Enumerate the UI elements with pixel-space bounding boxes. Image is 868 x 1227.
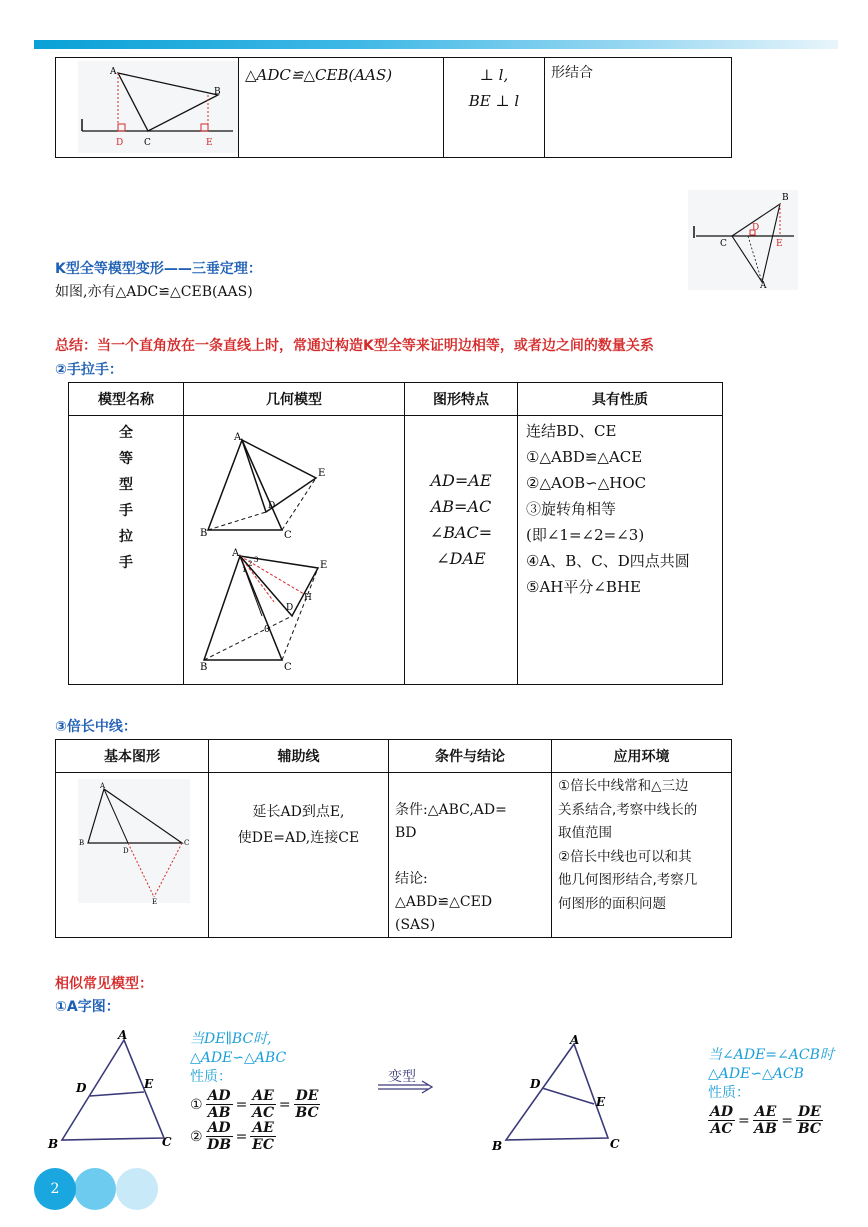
property-line: ①△ABD≌△ACE: [526, 448, 643, 466]
col-properties: 具有性质: [518, 383, 723, 416]
feature-line: AD=AE: [430, 471, 492, 490]
similar-right-prop: [708, 1104, 823, 1137]
svg-text:B: B: [214, 87, 221, 97]
property-line: ③旋转角相等: [526, 500, 617, 518]
svg-text:E: E: [152, 898, 158, 906]
name-char: 拉: [119, 529, 133, 545]
svg-text:C: C: [284, 662, 292, 673]
property-line: (即∠1=∠2=∠3): [526, 526, 645, 544]
handshake-features: [405, 416, 518, 685]
svg-text:D: D: [116, 138, 124, 148]
three-perpendicular-figure: [688, 190, 798, 290]
svg-text:B: B: [200, 662, 208, 673]
transform-arrow-icon: [376, 1080, 436, 1094]
col-features: 图形特点: [405, 383, 518, 416]
name-char: 等: [119, 451, 133, 467]
svg-text:D: D: [752, 223, 760, 233]
model-name-cell: [69, 416, 184, 685]
concl-label: 结论:: [395, 871, 428, 887]
page-circle-2: [74, 1168, 116, 1210]
svg-text:A: A: [100, 782, 106, 790]
env-line: 取值范围: [558, 825, 612, 841]
svg-text:D: D: [123, 847, 129, 855]
svg-text:E: E: [206, 138, 213, 148]
cond-line-1: ⊥ l,: [479, 66, 509, 84]
property-line: ⑤AH平分∠BHE: [526, 578, 641, 596]
summary-text: 总结：当一个直角放在一条直线上时，常通过构造K型全等来证明边相等，或者边之间的数量关系: [55, 338, 654, 354]
svg-text:A: A: [110, 67, 117, 77]
k-model-table: [55, 57, 732, 158]
svg-text:2: 2: [248, 560, 253, 568]
svg-text:C: C: [162, 1135, 172, 1149]
frac-de-bc-right: $\frac{DE}{BC}$: [797, 1104, 822, 1137]
svg-text:D: D: [286, 603, 294, 613]
median-env: [552, 773, 732, 938]
env-line: 他几何图形结合,考察几: [558, 872, 698, 888]
left-line-2: △ADE∽△ABC: [190, 1050, 287, 1066]
page-number: 2: [34, 1168, 76, 1210]
name-char: 手: [119, 503, 133, 519]
median-heading: ③倍长中线：: [55, 719, 137, 735]
frac-ad-ac: $\frac{AD}{AC}$: [710, 1104, 734, 1137]
svg-text:A: A: [234, 432, 242, 443]
feature-line: ∠BAC=: [429, 523, 493, 542]
prop-num-2: ②: [190, 1128, 203, 1145]
svg-text:C: C: [720, 239, 727, 249]
svg-text:A: A: [118, 1028, 128, 1042]
svg-text:D: D: [268, 501, 276, 511]
svg-text:B: B: [492, 1139, 503, 1153]
k-model-usage: 形结合: [545, 58, 732, 158]
transform-label: 变型: [388, 1069, 416, 1085]
frac-ae-ac: $\frac{AE}{AC}$: [252, 1088, 275, 1121]
handshake-properties: [518, 416, 723, 685]
median-figure: [78, 779, 190, 906]
property-line: ④A、B、C、D四点共圆: [526, 552, 690, 570]
eq-sign: =: [278, 1096, 291, 1113]
name-char: 手: [119, 555, 133, 571]
eq-sign: =: [781, 1112, 794, 1129]
name-char: 型: [119, 477, 133, 493]
name-char: 全: [119, 425, 133, 441]
median-aux: [209, 773, 389, 938]
svg-text:A: A: [570, 1033, 580, 1047]
handshake-table: [68, 382, 723, 685]
svg-text:C: C: [144, 138, 151, 148]
col-env: 应用环境: [552, 740, 732, 773]
svg-text:D: D: [76, 1081, 87, 1095]
svg-text:B: B: [200, 528, 208, 539]
svg-text:E: E: [318, 468, 326, 479]
k-model-conditions: [444, 58, 545, 158]
median-figure-cell: [56, 773, 209, 938]
svg-text:A: A: [232, 548, 240, 559]
svg-text:B: B: [79, 839, 85, 847]
similar-prop-1: [190, 1088, 320, 1121]
svg-text:H: H: [304, 593, 312, 603]
col-basic-figure: 基本图形: [56, 740, 209, 773]
k-model-relation: △ADC≌△CEB(AAS): [239, 58, 444, 158]
k-variant-title: K型全等模型变形——三垂定理：: [55, 261, 262, 277]
similar-sub: ①A字图：: [55, 999, 120, 1015]
handshake-heading: ②手拉手：: [55, 362, 123, 378]
median-cond: [389, 773, 552, 938]
svg-text:1: 1: [242, 566, 247, 574]
frac-ae-ec: $\frac{AE}{EC}$: [252, 1120, 274, 1153]
cond-line-2: BE ⊥ l: [468, 92, 520, 110]
left-line-3: 性质：: [190, 1069, 232, 1085]
similar-right-text: [708, 1046, 834, 1103]
similar-left-text: [190, 1030, 286, 1087]
cond-line-2: BD: [395, 825, 417, 841]
svg-text:E: E: [320, 560, 328, 571]
svg-text:0: 0: [264, 625, 270, 635]
similar-heading: 相似常见模型：: [55, 976, 153, 992]
eq-sign: =: [235, 1096, 248, 1113]
frac-ae-ab: $\frac{AE}{AB}$: [754, 1104, 777, 1137]
header-bar: [34, 40, 838, 49]
col-model-name: 模型名称: [69, 383, 184, 416]
svg-text:3: 3: [254, 556, 259, 564]
svg-text:C: C: [284, 530, 292, 541]
eq-sign: =: [235, 1128, 248, 1145]
svg-text:A: A: [760, 281, 767, 291]
svg-text:C: C: [184, 839, 190, 847]
aux-line-1: 延长AD到点E,: [252, 804, 345, 820]
cond-line-1: 条件:△ABC,AD=: [395, 802, 507, 818]
a-figure-parallel: [44, 1030, 180, 1152]
property-line: 连结BD、CE: [526, 422, 617, 440]
right-line-1: 当∠ADE=∠ACB时: [708, 1047, 834, 1063]
env-line: ②倍长中线也可以和其: [558, 848, 692, 865]
median-table: [55, 739, 732, 938]
concl-line-2: (SAS): [395, 917, 436, 933]
svg-text:E: E: [776, 239, 783, 249]
env-line: 关系结合,考察中线长的: [558, 801, 698, 818]
feature-line: ∠DAE: [436, 549, 486, 568]
col-cond: 条件与结论: [389, 740, 552, 773]
svg-text:B: B: [782, 193, 789, 203]
property-line: ②△AOB∽△HOC: [526, 474, 647, 492]
k-variant-body: 如图,亦有△ADC≌△CEB(AAS): [55, 284, 253, 300]
page-circle-3: [116, 1168, 158, 1210]
col-geo-model: 几何模型: [184, 383, 405, 416]
k-model-figure-cell: [56, 58, 239, 158]
k-model-figure: [78, 61, 238, 153]
aux-line-2: 使DE=AD,连接CE: [237, 830, 360, 846]
frac-ad-db: $\frac{AD}{DB}$: [207, 1120, 232, 1153]
svg-text:B: B: [48, 1137, 59, 1151]
env-line: 何图形的面积问题: [558, 895, 666, 912]
concl-line-1: △ABD≌△CED: [395, 894, 493, 910]
handshake-figures-cell: [184, 416, 405, 685]
left-line-1: 当DE∥BC时,: [190, 1031, 272, 1047]
a-figure-antiparallel: [486, 1032, 626, 1154]
frac-de-bc: $\frac{DE}{BC}$: [295, 1088, 319, 1121]
right-line-2: △ADE∽△ACB: [708, 1066, 804, 1082]
similar-prop-2: [190, 1120, 276, 1153]
frac-ad-ab: $\frac{AD}{AB}$: [207, 1088, 231, 1121]
env-line: ①倍长中线常和△三边: [558, 778, 689, 794]
eq-sign: =: [738, 1112, 750, 1129]
svg-text:D: D: [530, 1077, 541, 1091]
col-aux-line: 辅助线: [209, 740, 389, 773]
prop-num-1: ①: [190, 1096, 203, 1113]
feature-line: AB=AC: [430, 497, 492, 516]
right-line-3: 性质：: [708, 1085, 750, 1101]
svg-text:E: E: [596, 1095, 606, 1109]
svg-text:E: E: [144, 1077, 154, 1091]
handshake-figures: [200, 416, 404, 680]
svg-text:C: C: [610, 1137, 620, 1151]
